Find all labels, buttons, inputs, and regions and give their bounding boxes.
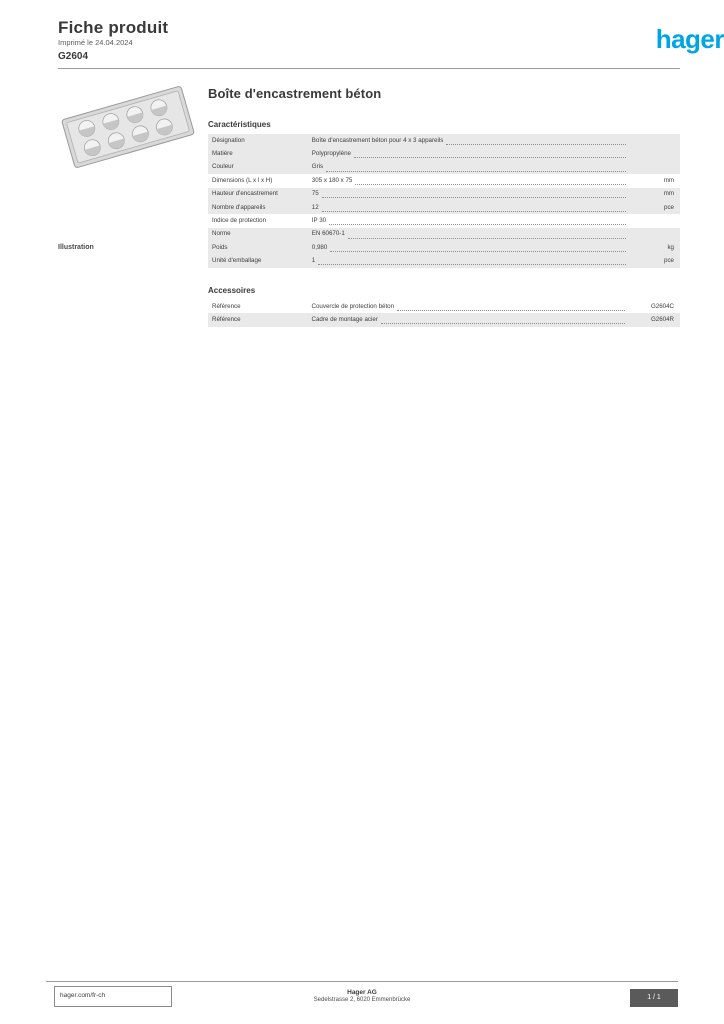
spec-unit: mm [663, 176, 674, 184]
document-header [58, 18, 680, 63]
accessory-key: Référence [212, 302, 241, 310]
leader-dots [397, 304, 625, 311]
spec-unit [630, 134, 680, 147]
spec-unit [630, 228, 680, 241]
spec-value [308, 161, 631, 174]
leader-dots [446, 138, 626, 145]
spec-value [308, 188, 631, 201]
table-row [208, 255, 680, 268]
table-row [208, 134, 680, 147]
table-row [208, 241, 680, 254]
table-row [208, 228, 680, 241]
leader-dots [318, 258, 626, 265]
accessory-value-text: Cadre de montage acier [311, 315, 378, 323]
leader-dots [326, 165, 626, 172]
spec-key: Indice de protection [212, 216, 267, 224]
spec-key: Norme [208, 228, 308, 241]
spec-value-text: Gris [311, 163, 324, 171]
spec-value [308, 255, 631, 268]
spec-unit: kg [630, 241, 680, 254]
table-row [208, 161, 680, 174]
accessory-ref: G2604R [629, 313, 680, 326]
table-row [208, 188, 680, 201]
page-title: Fiche produit [58, 18, 169, 37]
leader-dots [354, 151, 626, 158]
spec-value [308, 241, 631, 254]
leader-dots [330, 245, 626, 252]
accessories-table [208, 300, 680, 327]
leader-dots [355, 178, 626, 185]
leader-dots [381, 317, 625, 324]
spec-value-text: 1 [311, 257, 316, 265]
spec-value [308, 228, 631, 241]
page-subtitle: Imprimé le 24.04.2024 [58, 38, 133, 47]
leader-dots [322, 205, 627, 212]
leader-dots [329, 218, 626, 225]
hager-logo: hager [655, 24, 724, 54]
table-row [208, 300, 680, 313]
accessory-key: Référence [208, 313, 308, 326]
footer-company [0, 989, 724, 1003]
spec-key: Unité d'emballage [208, 255, 308, 268]
table-row [208, 313, 680, 326]
footer-website-link[interactable]: hager.com/fr-ch [60, 992, 106, 999]
characteristics-title: Caractéristiques [208, 120, 271, 129]
footer-company-name: Hager AG [347, 989, 377, 996]
spec-key: Couleur [208, 161, 308, 174]
spec-value-text: 75 [311, 190, 319, 198]
spec-value-text: IP 30 [311, 216, 327, 224]
accessory-value-text: Couvercle de protection béton [311, 302, 395, 310]
spec-value [308, 174, 631, 187]
table-row [208, 214, 680, 227]
spec-value [308, 214, 631, 227]
spec-value-text: 0,980 [311, 243, 328, 251]
footer-company-address: Sedelstrasse 2, 6020 Emmenbrücke [313, 997, 411, 1003]
spec-key: Dimensions (L x l x H) [212, 176, 273, 184]
spec-unit: mm [630, 188, 680, 201]
table-row [208, 147, 680, 160]
spec-key: Hauteur d'encastrement [208, 188, 308, 201]
spec-value [308, 201, 631, 214]
leader-dots [322, 191, 627, 198]
footer-page-number: 1 / 1 [630, 989, 678, 1007]
header-divider [58, 68, 680, 69]
spec-value-text: Polypropylène [311, 149, 351, 157]
characteristics-table [208, 134, 680, 268]
product-content [208, 86, 680, 327]
spec-key: Matière [208, 147, 308, 160]
spec-unit: pce [630, 201, 680, 214]
spec-unit [630, 161, 680, 174]
spec-value-text: EN 60670-1 [311, 230, 345, 238]
spec-key: Poids [208, 241, 308, 254]
section-title: Boîte d'encastrement béton [208, 86, 382, 101]
spec-unit [630, 147, 680, 160]
accessory-value [308, 313, 630, 326]
product-reference: G2604 [58, 51, 89, 62]
table-row [208, 201, 680, 214]
accessory-ref: G2604C [650, 302, 674, 310]
accessories-title: Accessoires [208, 285, 256, 295]
image-caption: Illustration [58, 244, 94, 251]
spec-value [308, 147, 631, 160]
spec-key: Nombre d'appareils [208, 201, 308, 214]
spec-value [308, 134, 631, 147]
spec-value-text: 305 x 180 x 75 [311, 176, 353, 184]
table-row [208, 174, 680, 187]
spec-unit [630, 214, 680, 227]
accessory-value [308, 300, 630, 313]
spec-key: Désignation [208, 134, 308, 147]
product-image [58, 86, 198, 168]
spec-value-text: Boîte d'encastrement béton pour 4 x 3 appareils [311, 136, 444, 144]
spec-unit: pce [630, 255, 680, 268]
footer-divider [46, 981, 678, 982]
spec-value-text: 12 [311, 203, 319, 211]
leader-dots [348, 232, 627, 239]
